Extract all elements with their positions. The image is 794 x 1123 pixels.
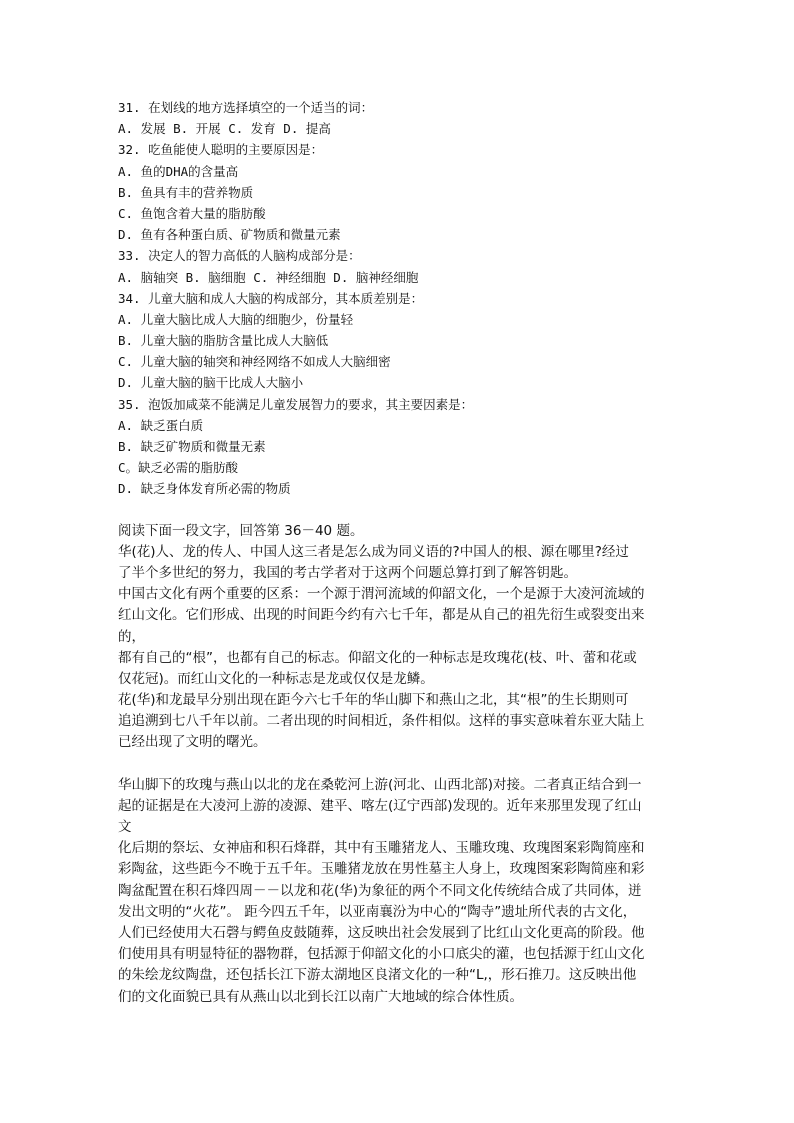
passage-line: 仅花冠)。而红山文化的一种标志是龙或仅仅是龙鳞。 (118, 670, 434, 687)
question-33-options: A. 脑轴突 B. 脑细胞 C. 神经细胞 D. 脑神经细胞 (118, 269, 419, 285)
passage-line: 们的文化面貌已具有从燕山以北到长江以南广大地域的综合体性质。 (118, 988, 523, 1005)
question-32-option-a: A. 鱼的DHA的含量高 (118, 163, 239, 179)
question-32-option-d: D. 鱼有各种蛋白质、矿物质和微量元素 (118, 227, 341, 243)
passage-line: 的， (118, 628, 145, 645)
question-34-option-d: D. 儿童大脑的脑干比成人大脑小 (118, 375, 304, 391)
question-35-option-c: C。缺乏必需的脂肪酸 (118, 460, 239, 476)
question-block (118, 97, 678, 500)
passage-line: 已经出现了文明的曙光。 (118, 734, 267, 751)
question-35-stem: 35. 泡饭加咸菜不能满足儿童发展智力的要求，其主要因素是： (118, 396, 474, 412)
question-32-option-c: C. 鱼饱含着大量的脂肪酸 (118, 205, 266, 221)
passage-line: 华(花)人、龙的传人、中国人这三者是怎么成为同义语的?中国人的根、源在哪里?经过 (118, 543, 629, 560)
question-34-option-b: B. 儿童大脑的脂肪含量比成人大脑低 (118, 333, 329, 349)
question-34-option-a: A. 儿童大脑比成人大脑的细胞少，份量轻 (118, 311, 354, 327)
question-35-option-a: A. 缺乏蛋白质 (118, 417, 204, 433)
question-33-stem: 33. 决定人的智力高低的人脑构成部分是： (118, 248, 361, 264)
passage-instruction: 阅读下面一段文字，回答第 36－40 题。 (118, 522, 364, 539)
passage-line: 华山脚下的玫瑰与燕山以北的龙在桑乾河上游(河北、山西北部)对接。二者真正结合到一 (118, 776, 642, 793)
question-32-option-b: B. 鱼具有丰的营养物质 (118, 184, 254, 200)
passage-line: 起的证据是在大凌河上游的凌源、建平、喀左(辽宁西部)发现的。近年来那里发现了红山 (118, 797, 642, 814)
question-32-stem: 32. 吃鱼能使人聪明的主要原因是： (118, 142, 324, 158)
passage-line: 人们已经使用大石磬与鳄鱼皮鼓随葬，这反映出社会发展到了比红山文化更高的阶段。他 (118, 924, 645, 941)
blank-line (118, 500, 678, 521)
passage-line: 花(华)和龙最早分别出现在距今六七千年的华山脚下和燕山之北，其“根”的生长期则可 (118, 692, 629, 709)
passage-line: 红山文化。它们形成、出现的时间距今约有六七千年，都是从自己的祖先衍生或裂变出来 (118, 607, 645, 624)
passage-line: 的朱绘龙纹陶盘，还包括长江下游太湖地区良渚文化的一种“L,，形石推刀。这反映出他 (118, 967, 637, 984)
passage-line: 中国古文化有两个重要的区系：一个源于渭河流域的仰韶文化，一个是源于大凌河流域的 (118, 586, 645, 603)
passage-line: 发出文明的“火花”。 距今四五千年，以亚南襄汾为中心的“陶寺”遗址所代表的古文化， (118, 903, 637, 920)
question-34-option-c: C. 儿童大脑的轴突和神经网络不如成人大脑细密 (118, 354, 391, 370)
question-35-option-b: B. 缺乏矿物质和微量无素 (118, 439, 266, 454)
blank-line (118, 754, 678, 775)
passage-line: 了半个多世纪的努力，我国的考古学者对于这两个问题总算打到了解答钥匙。 (118, 564, 577, 581)
passage-part-2 (118, 775, 678, 1008)
question-31-options: A. 发展 B. 开展 C. 发育 D. 提高 (118, 121, 331, 137)
question-34-stem: 34. 儿童大脑和成人大脑的构成部分，其本质差别是： (118, 290, 424, 306)
passage-line: 们使用具有明显特征的器物群，包括源于仰韶文化的小口底尖的灌，也包括源于红山文化 (118, 946, 645, 963)
passage-line: 化后期的祭坛、女神庙和积石烽群，其中有玉雕猪龙人、玉雕玫瑰、玫瑰图案彩陶简座和 (118, 840, 645, 857)
passage-line: 文 (118, 819, 132, 835)
document-page (118, 97, 678, 1008)
passage-line: 追追溯到七八千年以前。二者出现的时间相近，条件相似。这样的事实意味着东亚大陆上 (118, 713, 645, 730)
passage-part-1 (118, 521, 678, 754)
question-31-stem: 31. 在划线的地方选择填空的一个适当的词： (118, 100, 374, 115)
passage-line: 都有自己的“根”，也都有自己的标志。仰韶文化的一种标志是玫瑰花(枝、叶、蕾和花或 (118, 649, 637, 666)
passage-line: 陶盆配置在积石烽四周－－以龙和花(华)为象征的两个不同文化传统结合成了共同体，迸 (118, 882, 642, 899)
question-35-option-d: D. 缺乏身体发育所必需的物质 (118, 481, 291, 497)
passage-line: 彩陶盆，这些距今不晚于五千年。玉雕猪龙放在男性墓主人身上，玫瑰图案彩陶简座和彩 (118, 861, 645, 878)
